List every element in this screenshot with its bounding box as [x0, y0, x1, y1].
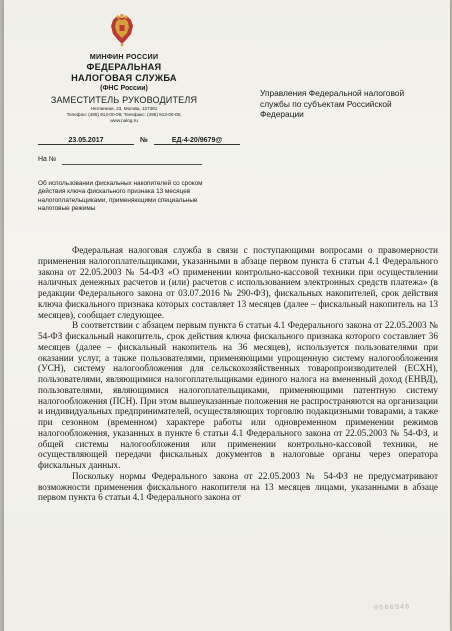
office-phones: Телефон: (495) 913-00-09; Телефакс: (495) 913-00-05;: [66, 112, 182, 117]
body-paragraph: Федеральная налоговая служба в связи с поступающими вопросами о правомерности применения налогоплательщиками, указанными в абзаце первом пункта 6 статьи 4.1 Федерального закона от 22.05.2003 № 54-ФЗ «О применении контрольно-кассовой техники при осуществлении наличных денежных расчетов и (или) расчетов с использованием электронных средств платежа» (в редакции Федерального закона от 03.07.2016 № 290-ФЗ), фискальных накопителей, срок действия ключа фискального признака которых составляет 13 месяцев (далее – фискальный накопитель на 13 месяцев), сообщает следующее.: [38, 246, 438, 321]
body-paragraph: Поскольку нормы Федерального закона от 22.05.2003 № 54-ФЗ не предусматривают возможности применения фискального накопителя на 13 месяцев лицами, указанными в абзаце первом пункта 6 статьи 4.1 Федерального закона от: [38, 471, 438, 504]
letter-body: [38, 246, 438, 504]
letter-addressee: Управления Федеральной налоговой службы по субъектам Российской Федерации: [260, 88, 405, 120]
page-stamp-number: 0566946: [373, 603, 411, 613]
reply-to-blank-line: [62, 164, 202, 165]
service-name-line1: ФЕДЕРАЛЬНАЯ: [86, 62, 162, 72]
body-paragraph: В соответствии с абзацем первым пункта 6 статьи 4.1 Федерального закона от 22.05.2003 № 54-ФЗ фискальный накопитель, срок действия ключа фискального признака которого составляет 36 месяцев (далее – фискальный накопитель на 36 месяцев), используется пользователями при оказании услуг, а также пользователями, применяющими упрощенную систему налогообложения (УСН), систему налогообложения для сельскохозяйственных товаропроизводителей (ЕСХН), пользователями, являющимися налогоплательщиками единого налога на вмененный доход (ЕНВД), пользователями, являющимися налогоплательщиками, применяющими патентную систему налогообложения (ПСН). При этом вышеуказанные положения не распространяются на организации и индивидуальных предпринимателей, осуществляющих торговлю подакцизными товарами, а также при сезонном (временном) характере работы или одновременном применении режимов налогообложения, указанных в пункте 6 статьи 4.1 Федерального закона от 22.05.2003 № 54-ФЗ, и общей системы налогообложения или применении контрольно-кассовой техники, не осуществляющей передачи фискальных документов в налоговые органы через оператора фискальных данных.: [38, 321, 438, 471]
office-address: Неглинная, 23, Москва, 127381: [90, 106, 158, 111]
letter-subject: Об использовании фискальных накопителей со сроком действия ключа фискального признака 13 месяцев налогоплательщиками, применяющими специальные налоговые режимы: [38, 180, 203, 213]
signer-position: ЗАМЕСТИТЕЛЬ РУКОВОДИТЕЛЯ: [50, 95, 198, 105]
letter-page: [4, 0, 450, 631]
service-abbreviation: (ФНС России): [100, 85, 148, 92]
reply-to-label: На №: [38, 156, 57, 163]
ministry-name: МИНФИН РОССИИ: [89, 52, 159, 61]
office-website: www.nalog.ru: [110, 118, 138, 123]
registration-number: ЕД-4-20/9679@: [154, 137, 240, 145]
coat-of-arms-icon: [108, 14, 136, 48]
registration-date: 23.05.2017: [38, 137, 134, 145]
registration-number-sign: №: [140, 137, 148, 144]
service-name-line2: НАЛОГОВАЯ СЛУЖБА: [71, 73, 177, 83]
